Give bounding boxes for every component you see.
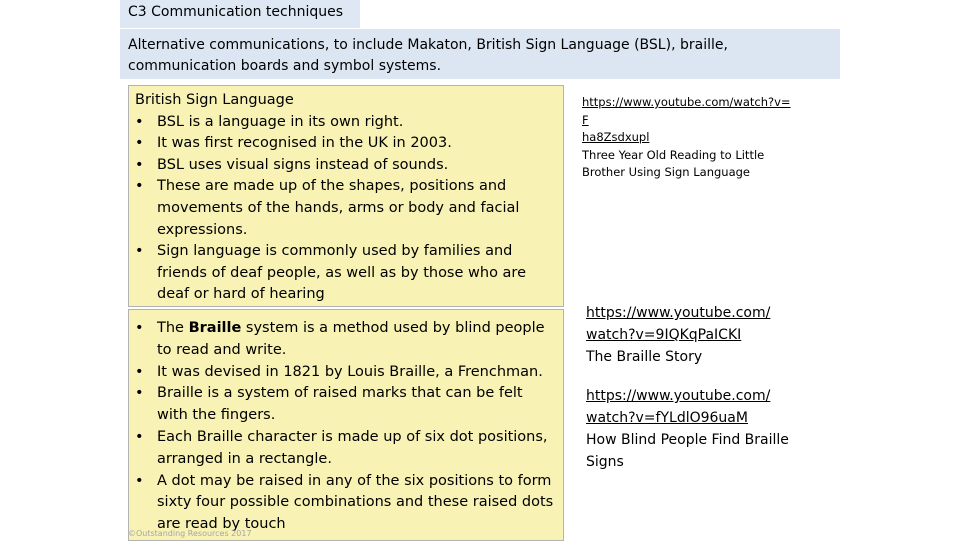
bullet-icon: • [135,156,144,173]
list-item [135,427,557,471]
link-url-line-1[interactable]: https://www.youtube.com/ [586,305,771,321]
youtube-link[interactable] [582,95,791,144]
braille-info-box [128,309,564,541]
video-caption: The Braille Story [586,349,703,365]
link-url-line-1[interactable]: https://www.youtube.com/watch?v=F [582,95,791,127]
bullet-icon: • [135,385,144,402]
bullet-text: It was first recognised in the UK in 2003. [157,135,452,152]
video-caption: Three Year Old Reading to Little Brother Using Sign Language [582,147,765,179]
bullet-icon: • [135,178,144,195]
video-caption: How Blind People Find Braille Signs [586,432,789,470]
bullet-text: BSL uses visual signs instead of sounds. [157,156,449,173]
bullet-icon: • [135,113,144,130]
bullet-icon: • [135,135,144,152]
link-url-line-2[interactable]: ha8Zsdxupl [582,130,650,144]
bullet-text: Each Braille character is made up of six dot positions, arranged in a rectangle. [157,428,548,467]
bullet-text: It was devised in 1821 by Louis Braille, a Frenchman. [157,363,543,380]
list-item [135,112,557,134]
braille-bullet-list [135,318,557,536]
bullet-text: Sign language is commonly used by families and friends of deaf people, as well as by those who are deaf or hard of hearing [157,243,526,303]
youtube-link[interactable] [586,388,770,426]
bullet-text [157,320,545,358]
braille-intro-post: system is a method used by blind people to read and write. [157,320,545,358]
topic-description: Alternative communications, to include Makaton, British Sign Language (BSL), braille, communication boards and symbol systems. [120,29,840,79]
braille-intro-pre: The [157,320,189,336]
bullet-icon: • [135,243,144,260]
list-item [135,471,557,536]
list-item [135,155,557,177]
list-item [135,383,557,427]
list-item [135,176,557,241]
bullet-text: BSL is a language in its own right. [157,113,404,130]
list-item [135,133,557,155]
bullet-text: Braille is a system of raised marks that can be felt with the fingers. [157,385,523,424]
bsl-bullet-list [135,112,557,306]
link-url-line-2[interactable]: watch?v=fYLdlO96uaM [586,410,748,426]
youtube-link[interactable] [586,305,770,343]
bullet-icon: • [135,472,144,489]
link-url-line-2[interactable]: watch?v=9IQKqPaICKI [586,327,742,343]
copyright-footer: ©Outstanding Resources 2017 [128,529,252,538]
bullet-text: These are made up of the shapes, positions and movements of the hands, arms or body and facial expressions. [157,178,520,238]
bsl-heading: British Sign Language [135,92,294,108]
video-link-braille-signs [586,385,811,473]
list-item [135,241,557,306]
list-item [135,318,557,362]
bullet-icon: • [135,320,144,336]
bsl-info-box [128,85,564,307]
bullet-icon: • [135,428,144,445]
page-title: C3 Communication techniques [120,0,360,28]
braille-keyword: Braille [188,320,242,336]
video-link-bsl [582,94,792,182]
list-item [135,362,557,384]
bullet-icon: • [135,363,144,380]
link-url-line-1[interactable]: https://www.youtube.com/ [586,388,771,404]
video-link-braille-story [586,302,811,368]
bullet-text: A dot may be raised in any of the six positions to form sixty four possible combinations and these raised dots are read by touch [157,472,554,533]
